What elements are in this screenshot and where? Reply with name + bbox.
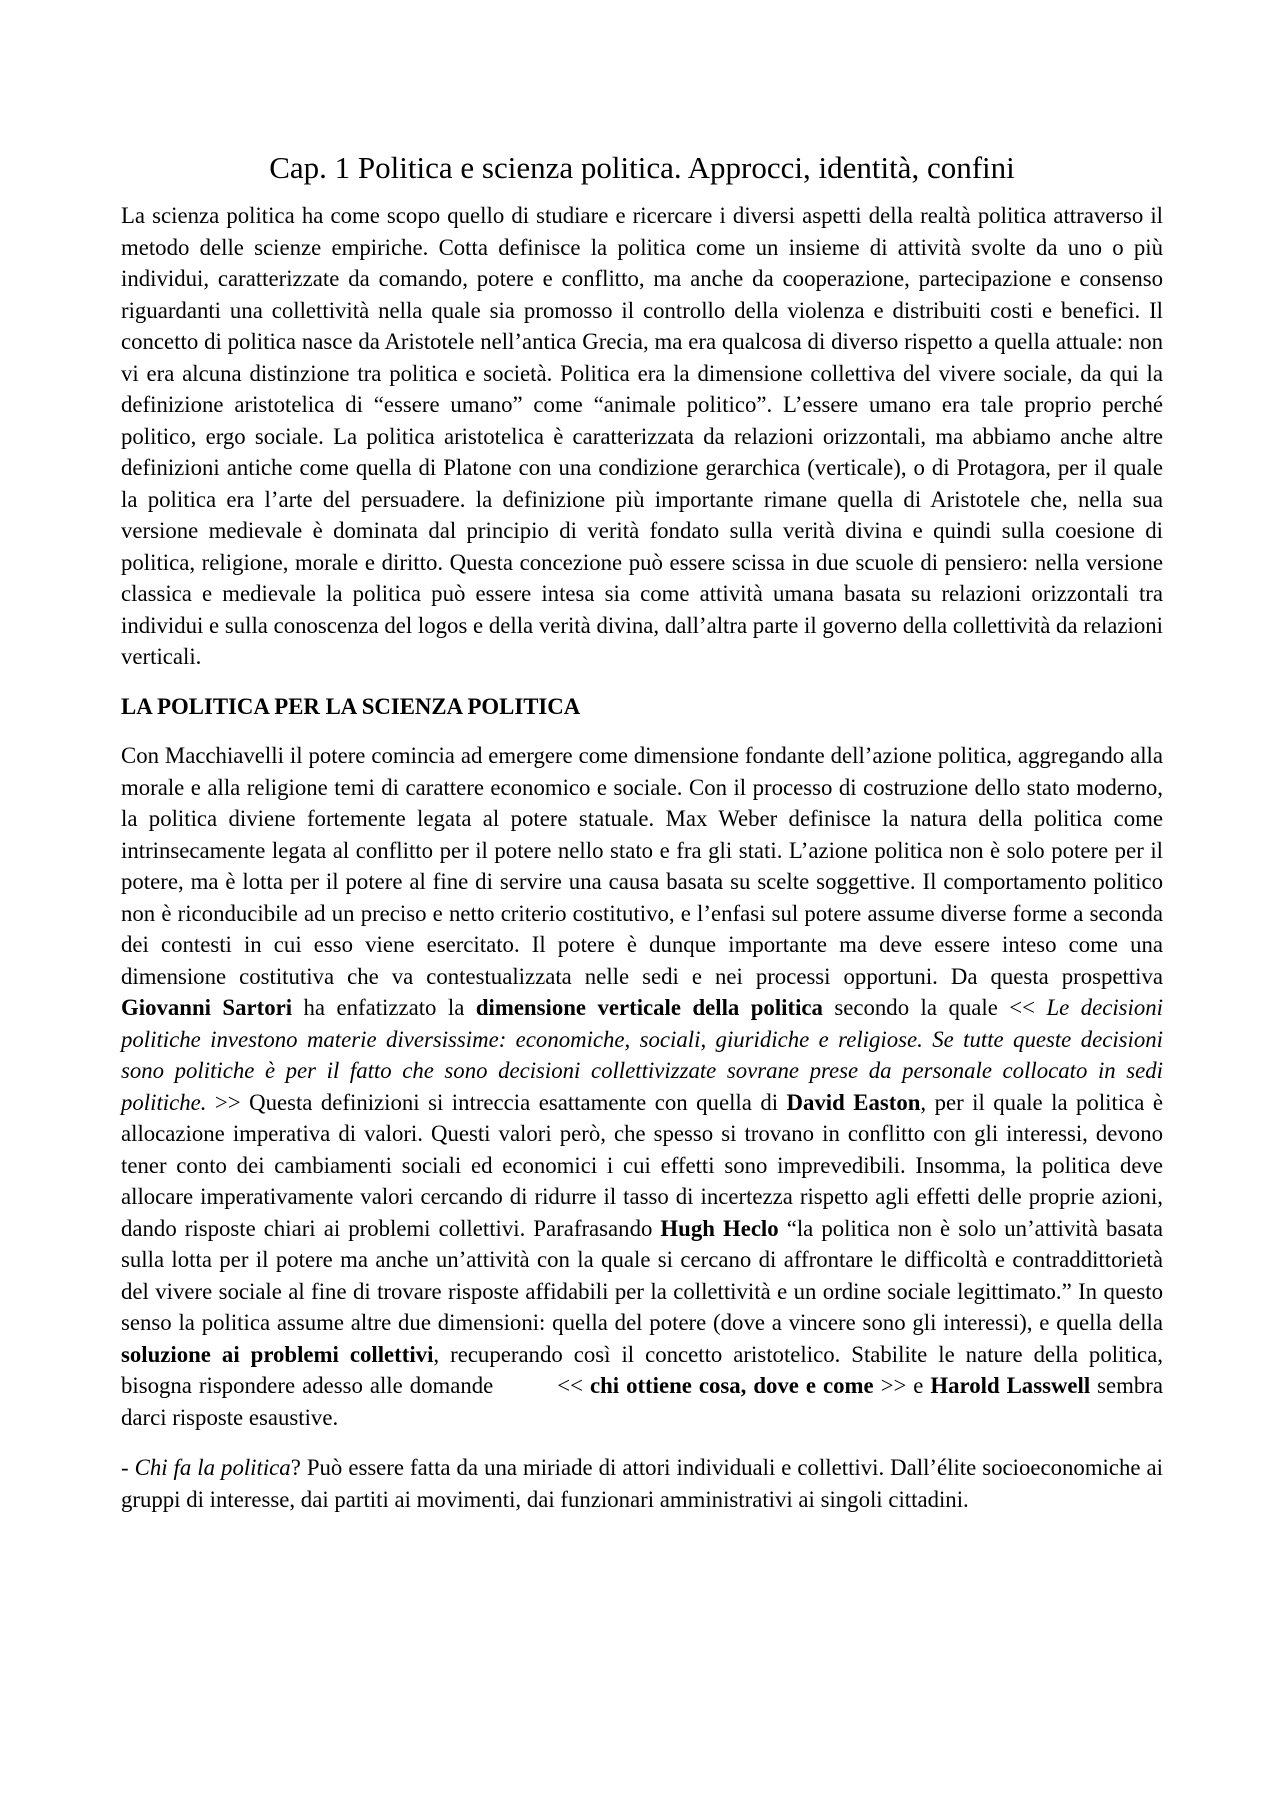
text-run: << [557,1373,590,1398]
text-run: , per il quale la politica è allocazione imperativa di valori. Questi valori però, che spesso si trovano in conflitto con gli interessi, devono tener conto dei cambiamenti sociali ed economici i cui effetti sono imprevedibili. Insomma, la politica deve allocare imperativamente valori cercando di ridurre il tasso di incertezza rispetto agli effetti delle proprie azioni, dando risposte chiari ai problemi collettivi. Parafrasando [121,1089,1163,1241]
name-david-easton: David Easton [786,1089,921,1115]
name-hugh-heclo: Hugh Heclo [660,1215,779,1241]
text-run: >> e [873,1373,931,1398]
who-question: Chi fa la politica [134,1455,291,1480]
who-paragraph [121,1452,1163,1515]
text-run: ha enfatizzato la [292,995,476,1020]
text-run: , recuperando così il concetto aristotelico. Stabilite le nature della politica, bisogna rispondere adesso alle domande [121,1341,1163,1398]
intro-paragraph: La scienza politica ha come scopo quello di studiare e ricercare i diversi aspetti della realtà politica attraverso il metodo delle scienze empiriche. Cotta definisce la politica come un insieme di attività svolte da uno o più individui, caratterizzate da comando, potere e conflitto, ma anche da cooperazione, partecipazione e consenso riguardanti una collettività nella quale sia promosso il controllo della violenza e distribuiti costi e benefici. Il concetto di politica nasce da Aristotele nell’antica Grecia, ma era qualcosa di diverso rispetto a quella attuale: non vi era alcuna distinzione tra politica e società. Politica era la dimensione collettiva del vivere sociale, da qui la definizione aristotelica di “essere umano” come “animale politico”. L’essere umano era tale proprio perché politico, ergo sociale. La politica aristotelica è caratterizzata da relazioni orizzontali, ma abbiamo anche altre definizioni antiche come quella di Platone con una condizione gerarchica (verticale), o di Protagora, per il quale la politica era l’arte del persuadere. la definizione più importante rimane quella di Aristotele che, nella sua versione medievale è dominata dal principio di verità fondato sulla verità divina e quindi sulla coesione di politica, religione, morale e diritto. Questa concezione può essere scissa in due scuole di pensiero: nella versione classica e medievale la politica può essere intesa sia come attività umana basata su relazioni orizzontali tra individui e sulla conoscenza del logos e della verità divina, dall’altra parte il governo della collettività da relazioni verticali. [121,203,1163,669]
bold-vertical-dimension: dimensione verticale della politica [475,995,823,1020]
text-run: Con Macchiavelli il potere comincia ad emergere come dimensione fondante dell’azione politica, aggregando alla morale e alla religione temi di carattere economico e sociale. Con il processo di costruzione dello stato moderno, la politica diviene fortemente legata al potere statuale. Max Weber definisce la natura della politica come intrinsecamente legata al conflitto per il potere nello stato e fra gli stati. L’azione politica non è solo potere per il potere, ma è lotta per il potere al fine di servire una causa basata su scelte soggettive. Il comportamento politico non è riconducibile ad un preciso e netto criterio costitutivo, e l’enfasi sul potere assume diverse forme a seconda dei contesti in cui esso viene esercitato. Il potere è dunque importante ma deve essere inteso come una dimensione costitutiva che va contestualizzata nelle sedi e nei processi opportuni. Da questa prospettiva [121,743,1163,989]
text-run: >> Questa definizioni si intreccia esattamente con quella di [206,1089,787,1115]
sartori-quote: Le decisioni politiche investono materie diversissime: economiche, sociali, giuridiche e religiose. Se tutte queste decisioni sono politiche è per il fatto che sono decisioni collettivizzate sovrane prese da personale collocato in sedi politiche. [121,995,1164,1115]
document-body [121,148,1163,1515]
name-harold-lasswell: Harold Lasswell [930,1373,1091,1398]
name-giovanni-sartori: Giovanni Sartori [121,995,293,1020]
text-run: “la politica non è solo un’attività basata sulla lotta per il potere ma anche un’attività con la quale si cercano di affrontare le difficoltà e contraddittorietà del vivere sociale al fine di trovare risposte affidabili per la collettività e un ordine sociale legittimato.” In questo senso la politica assume altre due dimensioni: quella del potere (dove a vincere sono gli interessi), e quella della [121,1215,1163,1335]
page-title: Cap. 1 Politica e scienza politica. Approcci, identità, confini [269,150,1015,185]
section-paragraph [121,740,1163,1433]
bold-lasswell-question: chi ottiene cosa, dove e come [589,1373,874,1398]
text-run: ? Può essere fatta da una miriade di attori individuali e collettivi. Dall’élite socioeconomiche ai gruppi di interesse, dai partiti ai movimenti, dai funzionari amministrativi ai singoli cittadini. [121,1455,1163,1512]
section-heading: LA POLITICA PER LA SCIENZA POLITICA [121,693,581,719]
bold-collective-problems: soluzione ai problemi collettivi [121,1341,434,1367]
text-run: sembra darci risposte esaustive. [121,1373,1164,1430]
text-run: - [121,1455,135,1480]
text-run: secondo la quale << [822,995,1047,1020]
